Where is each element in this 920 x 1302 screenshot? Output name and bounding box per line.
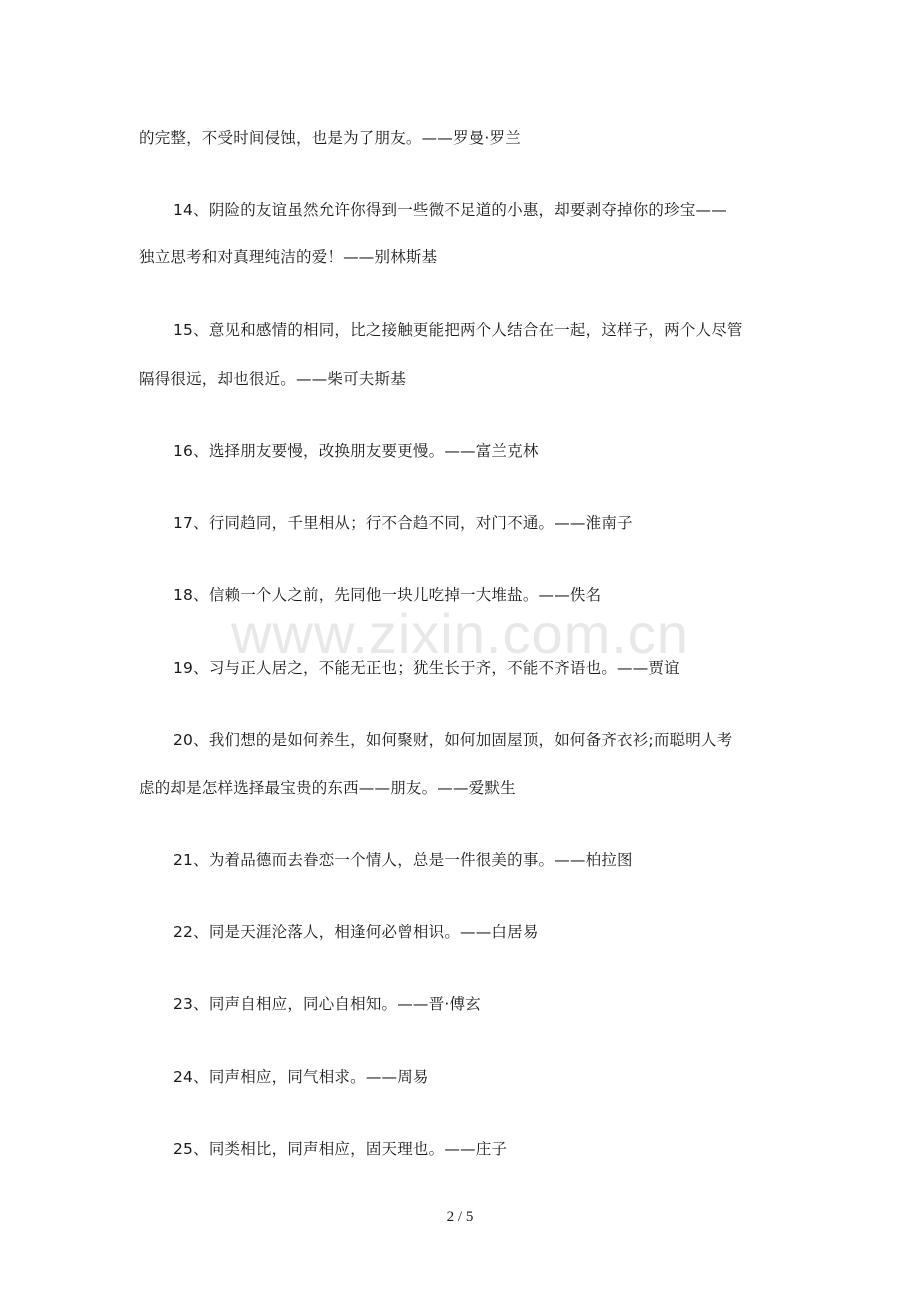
quote-line: 17、行同趋同，千里相从；行不合趋不同，对门不通。——淮南子 (173, 514, 633, 532)
watermark: www.zixin.com.cn (231, 602, 689, 665)
quote-line: 14、阴险的友谊虽然允许你得到一些微不足道的小惠，却要剥夺掉你的珍宝—— (173, 201, 727, 219)
quote-line: 24、同声相应，同气相求。——周易 (173, 1068, 429, 1086)
quote-line: 20、我们想的是如何养生，如何聚财，如何加固屋顶，如何备齐衣衫;而聪明人考 (173, 731, 733, 749)
quote-line: 的完整，不受时间侵蚀，也是为了朋友。——罗曼·罗兰 (139, 129, 521, 147)
quote-line: 23、同声自相应，同心自相知。——晋·傅玄 (173, 995, 481, 1013)
quote-line: 18、信赖一个人之前，先同他一块儿吃掉一大堆盐。——佚名 (173, 586, 602, 604)
quote-line: 19、习与正人居之，不能无正也；犹生长于齐，不能不齐语也。——贾谊 (173, 659, 680, 677)
quote-line: 15、意见和感情的相同，比之接触更能把两个人结合在一起，这样子，两个人尽管 (173, 321, 743, 339)
quote-line: 独立思考和对真理纯洁的爱！——别林斯基 (139, 248, 438, 266)
page-number: 2 / 5 (446, 1209, 474, 1225)
quote-line: 22、同是天涯沦落人，相逢何必曾相识。——白居易 (173, 923, 539, 941)
quote-line: 25、同类相比，同声相应，固天理也。——庄子 (173, 1140, 508, 1158)
quote-line: 21、为着品德而去眷恋一个情人，总是一件很美的事。——柏拉图 (173, 851, 633, 869)
quote-line: 16、选择朋友要慢，改换朋友要更慢。——富兰克林 (173, 442, 539, 460)
quote-line: 虑的却是怎样选择最宝贵的东西——朋友。——爱默生 (139, 779, 516, 797)
quote-line: 隔得很远，却也很近。——柴可夫斯基 (139, 370, 406, 388)
